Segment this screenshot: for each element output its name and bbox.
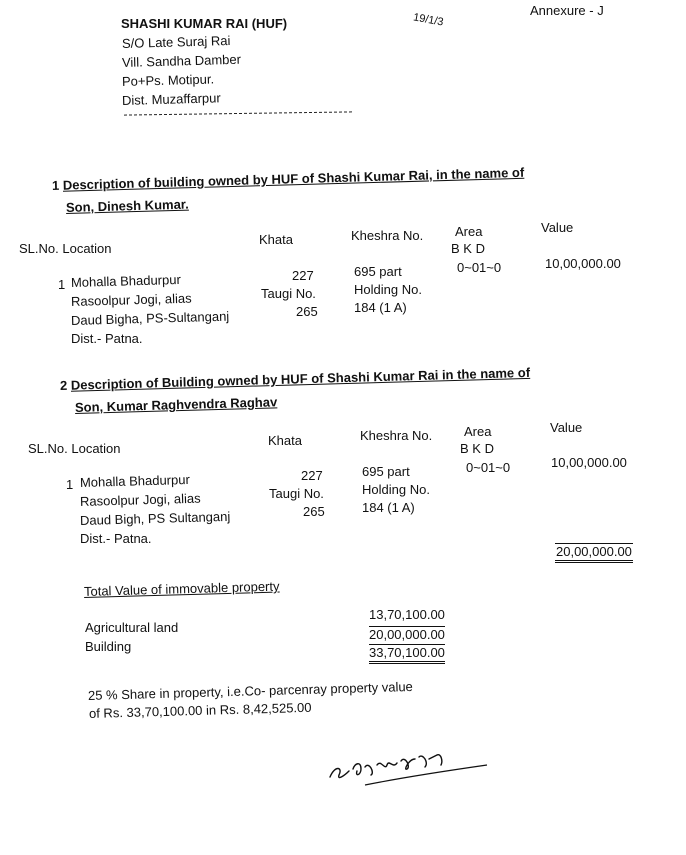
huf-name: SHASHI KUMAR RAI (HUF) [121, 16, 288, 31]
col-kheshra: Kheshra No. [351, 228, 424, 243]
row-sl: 1 [58, 277, 66, 292]
section-1-number: 1 [51, 177, 60, 193]
col-khata: Khata [259, 232, 293, 247]
col-value-2: Value [550, 420, 583, 435]
row-khata-2: Taugi No. [261, 286, 316, 301]
row2-kheshra-3: 184 (1 A) [362, 500, 415, 515]
row2-area: 0~01~0 [466, 460, 511, 475]
col-slno-location: SL.No. Location [19, 241, 112, 256]
agri-value: 13,70,100.00 [369, 607, 445, 622]
row2-location-3: Daud Bigh, PS Sultanganj [79, 508, 231, 528]
building-label: Building [85, 639, 132, 654]
total-value: 33,70,100.00 [369, 644, 445, 664]
row2-khata-2: Taugi No. [269, 486, 324, 501]
header-line-4: Dist. Muzaffarpur [121, 90, 221, 108]
row2-khata-1: 227 [301, 468, 323, 483]
section-1-title-line1: Description of building owned by HUF of Shashi Kumar Rai, in the name of [62, 164, 525, 193]
row-area: 0~01~0 [457, 260, 502, 275]
col-slno-location-2: SL.No. Location [28, 441, 121, 456]
row-location-1: Mohalla Bhadurpur [70, 271, 182, 290]
section-2-total: 20,00,000.00 [555, 543, 633, 563]
signature [325, 745, 495, 795]
share-line-1: 25 % Share in property, i.e.Co- parcenray property value [87, 678, 414, 703]
col-kheshra-2: Kheshra No. [360, 428, 433, 443]
row2-location-2: Rasoolpur Jogi, alias [79, 490, 201, 509]
col-khata-2: Khata [268, 433, 302, 448]
header-line-1: S/O Late Suraj Rai [121, 32, 231, 51]
section-2-title-line2: Son, Kumar Raghvendra Raghav [74, 394, 278, 415]
row2-value: 10,00,000.00 [551, 455, 627, 470]
row-kheshra-2: Holding No. [354, 282, 422, 297]
row-location-4: Dist.- Patna. [71, 331, 143, 346]
section-2-title-line1: Description of Building owned by HUF of Shashi Kumar Rai in the name of [70, 364, 531, 393]
agri-label: Agricultural land [85, 620, 179, 635]
row2-khata-3: 265 [303, 504, 325, 519]
col-area: Area [455, 224, 483, 239]
row2-kheshra-1: 695 part [362, 464, 410, 479]
row-khata-1: 227 [292, 268, 314, 283]
section-1-title [52, 165, 525, 194]
section-2-title [60, 365, 530, 394]
row2-kheshra-2: Holding No. [362, 482, 430, 497]
annexure-label: Annexure - J [530, 3, 604, 18]
col-area-2: Area [464, 424, 492, 439]
col-area-units: B K D [451, 241, 485, 256]
section-2-number: 2 [59, 377, 68, 393]
row2-sl: 1 [66, 477, 74, 492]
building-value: 20,00,000.00 [369, 627, 445, 642]
summary-title: Total Value of immovable property [83, 578, 280, 599]
col-area-units-2: B K D [460, 441, 494, 456]
corner-handwritten-mark: 19/1/3 [412, 11, 445, 29]
row2-location-4: Dist.- Patna. [80, 531, 152, 546]
row-location-3: Daud Bigha, PS-Sultanganj [70, 308, 230, 328]
header-divider [124, 111, 352, 115]
header-line-2: Vill. Sandha Damber [121, 51, 242, 70]
share-line-2: of Rs. 33,70,100.00 in Rs. 8,42,525.00 [88, 699, 312, 721]
row-location-2: Rasoolpur Jogi, alias [70, 290, 192, 309]
row-value: 10,00,000.00 [545, 256, 621, 271]
row-khata-3: 265 [296, 304, 318, 319]
row2-location-1: Mohalla Bhadurpur [79, 471, 191, 490]
section-1-title-line2: Son, Dinesh Kumar. [65, 196, 189, 215]
header-line-3: Po+Ps. Motipur. [121, 71, 215, 89]
col-value: Value [541, 220, 574, 235]
row-kheshra-1: 695 part [354, 264, 402, 279]
row-kheshra-3: 184 (1 A) [354, 300, 407, 315]
